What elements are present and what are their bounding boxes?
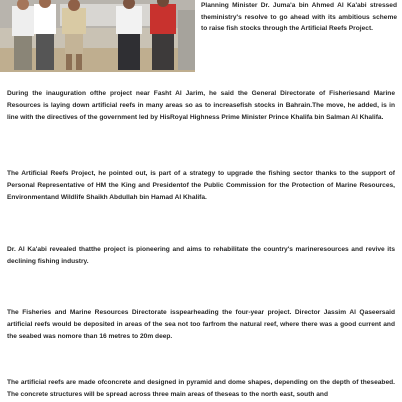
article-paragraph-4: The Fisheries and Marine Resources Directorate isspearheading the four-year project. Director Jassim Al Qaseersaid artificial reefs would be deposited in areas of the sea not too farfrom the natural reef, where there was a good current and the seabed was nomore than 16 metres to 20m deep. bbox=[7, 309, 395, 340]
photo-caption: Planning Minister Dr. Juma'a bin Ahmed Al Ka'abi stressed theministry's resolve to go ahead with its ambitious scheme to raise fish stocks through the Artificial Reefs Project. bbox=[201, 2, 397, 33]
article-paragraph-2: The Artificial Reefs Project, he pointed out, is part of a strategy to upgrade the fishing sector thanks to the support of Personal Representative of HM the King and Presidentof the Public Commission for the Protection of Marine Resources, Environmentand Wildlife Shaikh Abdullah bin Hamad Al Khalifa. bbox=[7, 170, 395, 201]
article-paragraph-5: The artificial reefs are made ofconcrete and designed in pyramid and dome shapes, depending on the depth of theseabed. The concrete structures will be spread across three main areas of theseas to the north east, south and bbox=[7, 379, 395, 398]
news-photo-illustration bbox=[0, 0, 195, 72]
article-paragraph-1: During the inauguration ofthe project near Fasht Al Jarim, he said the General Directorate of Fisheriesand Marine Resources is laying down artificial reefs in many areas so as to increasefish stocks in Bahrain.The move, he added, is in line with the directives of the government led by HisRoyal Highness Prime Minister Prince Khalifa bin Salman Al Khalifa. bbox=[7, 90, 395, 121]
news-photo bbox=[0, 0, 195, 72]
article-paragraph-3: Dr. Al Ka'abi revealed thatthe project is pioneering and aims to rehabilitate the country's marineresources and revive its declining fishing industry. bbox=[7, 246, 395, 265]
